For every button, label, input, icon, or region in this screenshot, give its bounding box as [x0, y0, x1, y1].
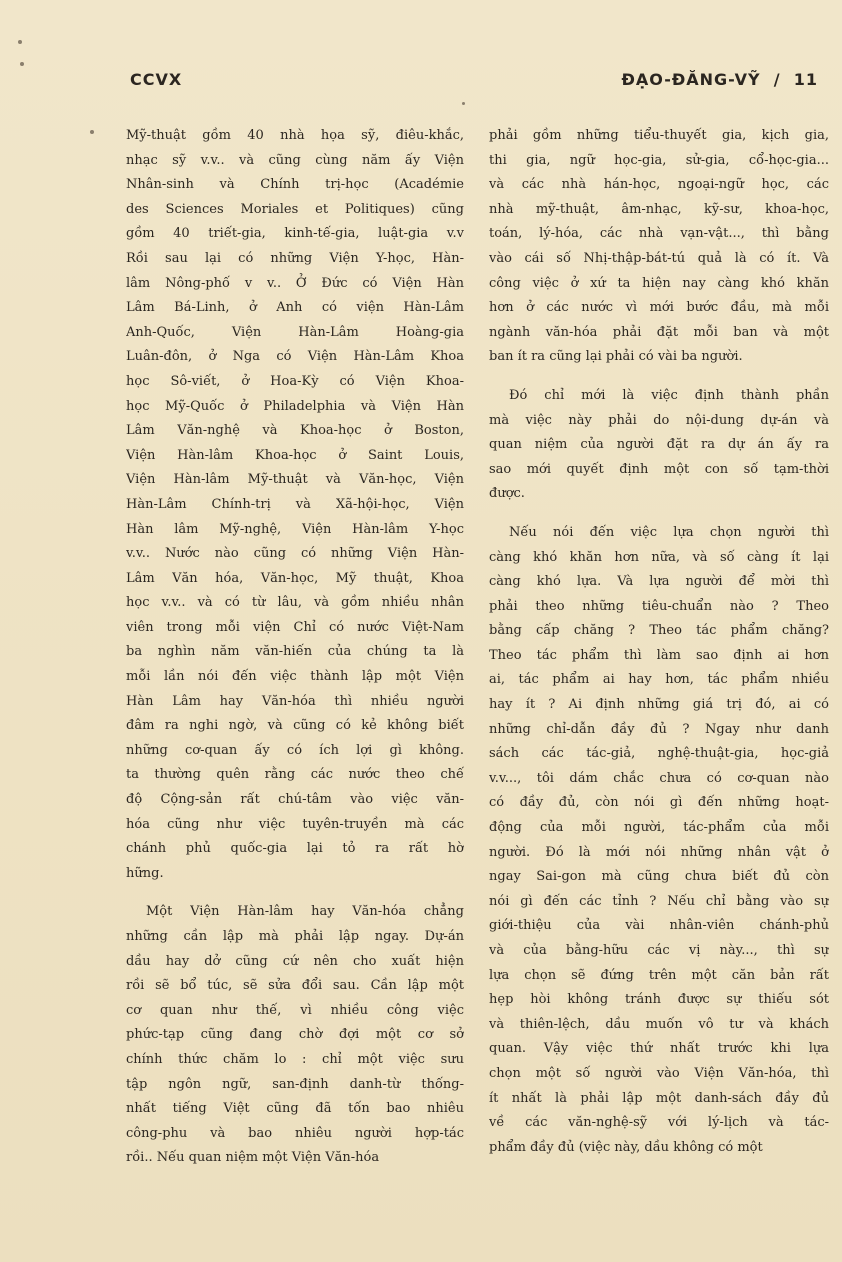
text-line: phải theo những tiêu-chuẩn nào ? Theo [489, 598, 829, 614]
text-line: có đầy đủ, còn nói gì đến những hoạt- [489, 795, 829, 811]
text-line: nhất tiếng Việt cũng đã tốn bao nhiêu [126, 1101, 464, 1117]
text-line: hẹp hòi không tránh được sự thiếu sót [489, 992, 829, 1008]
text-line: thi gia, ngữ học-gia, sử-gia, cổ-học-gia... [489, 152, 829, 168]
paragraph-gap [489, 370, 829, 384]
text-line: lâm Nông-phố v v.. Ở Đức có Viện Hàn [126, 275, 464, 291]
text-line: những cần lập mà phải lập ngay. Dự-án [126, 929, 464, 944]
text-line: Lâm Văn-nghệ và Khoa-học ở Boston, [126, 423, 464, 439]
text-line: Hàn Lâm hay Văn-hóa thì nhiều người [126, 693, 464, 709]
text-line: ít nhất là phải lập một danh-sách đầy đủ [489, 1090, 829, 1106]
header-section-code: CCVX [130, 70, 183, 89]
text-line: và các nhà hán-học, ngoại-ngữ học, các [489, 177, 829, 193]
text-line: công việc ở xứ ta hiện nay càng khó khăn [489, 275, 829, 291]
right-text-column [489, 124, 829, 1160]
text-line: Luân-đôn, ở Nga có Viện Hàn-Lâm Khoa [126, 349, 464, 365]
left-text-column [126, 124, 464, 1171]
text-line: hay ít ? Ai định những giá trị đó, ai có [489, 697, 829, 713]
text-line: dầu hay dở cũng cứ nên cho xuất hiện [126, 953, 464, 969]
text-line: ba nghìn năm văn-hiến của chúng ta là [126, 644, 464, 660]
text-line: giới-thiệu của vài nhân-viên chánh-phủ [489, 918, 829, 934]
text-line: Viện Hàn-lâm Mỹ-thuật và Văn-học, Viện [126, 472, 464, 488]
text-line: hóa cũng như việc tuyên-truyền mà các [126, 816, 464, 832]
text-line: hững. [126, 865, 164, 881]
text-line: phẩm đầy đủ (việc này, dầu không có một [489, 1139, 763, 1155]
text-line: quan. Vậy việc thứ nhất trước khi lựa [489, 1041, 829, 1057]
paragraph [489, 521, 829, 1160]
text-line: Hàn-Lâm Chính-trị và Xã-hội-học, Viện [126, 496, 464, 512]
text-line: cơ quan như thế, vì nhiều công việc [126, 1002, 464, 1018]
text-line: học Mỹ-Quốc ở Philadelphia và Viện Hàn [126, 398, 464, 414]
text-line: về các văn-nghệ-sỹ với lý-lịch và tác- [489, 1115, 829, 1131]
text-line: lựa chọn sẽ đứng trên một căn bản rất [489, 967, 829, 983]
text-line: toán, lý-hóa, các nhà vạn-vật..., thì bằng [489, 226, 829, 242]
text-line: học v.v.. và có từ lâu, và gồm nhiều nhân [126, 595, 464, 611]
text-line: phải gồm những tiểu-thuyết gia, kịch gia, [489, 128, 829, 143]
text-line: Theo tác phẩm thì làm sao định ai hơn [489, 647, 829, 663]
paragraph-gap [126, 886, 464, 900]
text-line: nhà mỹ-thuật, âm-nhạc, kỹ-sư, khoa-học, [489, 201, 829, 217]
text-line: ngành văn-hóa phải đặt mỗi ban và một [489, 324, 829, 340]
paper-speck [462, 102, 465, 105]
text-line: tập ngôn ngữ, san-định danh-từ thống- [126, 1076, 464, 1092]
paragraph [126, 124, 464, 886]
text-line: Mỹ-thuật gồm 40 nhà họa sỹ, điêu-khắc, [126, 128, 464, 143]
text-line: Lâm Văn hóa, Văn-học, Mỹ thuật, Khoa [126, 570, 464, 586]
text-line: quan niệm của người đặt ra dự án ấy ra [489, 437, 829, 453]
text-line: v.v..., tôi dám chắc chưa có cơ-quan nào [489, 770, 829, 786]
text-line: độ Cộng-sản rất chú-tâm vào việc văn- [126, 792, 464, 808]
text-line: des Sciences Moriales et Politiques) cũng [126, 201, 464, 217]
paragraph [489, 384, 829, 507]
text-line: ngay Sai-gon mà cũng chưa biết đủ còn [489, 869, 829, 885]
paper-speck [90, 130, 94, 134]
text-line: rồi.. Nếu quan niệm một Viện Văn-hóa [126, 1150, 380, 1166]
header-author-page-number: ĐẠO-ĐĂNG-VỸ / 11 [621, 70, 818, 89]
text-line: chọn một số người vào Viện Văn-hóa, thì [489, 1065, 829, 1081]
text-line: người. Đó là mới nói những nhân vật ở [489, 844, 829, 860]
text-line: học Sô-viết, ở Hoa-Kỳ có Viện Khoa- [126, 373, 464, 389]
text-line: sao mới quyết định một con số tạm-thời [489, 461, 829, 477]
text-line: Viện Hàn-lâm Khoa-học ở Saint Louis, [126, 447, 464, 463]
text-line: mà việc này phải do nội-dung dự-án và [489, 412, 829, 428]
text-line: chính thức chăm lo : chỉ một việc sưu [126, 1051, 464, 1067]
paragraph [489, 124, 829, 370]
text-line: hơn ở các nước vì mới bước đầu, mà mỗi [489, 300, 829, 316]
text-line: được. [489, 486, 525, 502]
text-line: rồi sẽ bổ túc, sẽ sửa đổi sau. Cần lập một [126, 978, 464, 994]
paper-speck [20, 62, 24, 66]
text-line: và của bằng-hữu các vị này..., thì sự [489, 943, 829, 958]
text-line: phức-tạp cũng đang chờ đợi một cơ sở [126, 1027, 464, 1043]
text-line: nhạc sỹ v.v.. và cũng cùng năm ấy Viện [126, 152, 464, 168]
text-line: càng khó lựa. Và lựa người để mời thì [489, 574, 829, 590]
paragraph [126, 900, 464, 1171]
paragraph-gap [489, 507, 829, 521]
text-line: Lâm Bá-Linh, ở Anh có viện Hàn-Lâm [126, 300, 464, 316]
text-line: Anh-Quốc, Viện Hàn-Lâm Hoàng-gia [126, 324, 464, 340]
text-line: những cơ-quan ấy có ích lợi gì không. [126, 742, 464, 758]
text-line: Hàn lâm Mỹ-nghệ, Viện Hàn-lâm Y-học [126, 521, 464, 537]
text-line: đâm ra nghi ngờ, và cũng có kẻ không biết [126, 718, 464, 734]
text-line: động của mỗi người, tác-phẩm của mỗi [489, 820, 829, 836]
paper-speck [18, 40, 22, 44]
text-line: ta thường quên rằng các nước theo chế [126, 767, 464, 783]
text-line: sách các tác-giả, nghệ-thuật-gia, học-giả [489, 746, 829, 762]
text-line: những chỉ-dẫn đầy đủ ? Ngay như danh [489, 721, 829, 737]
text-line: viên trong mỗi viện Chỉ có nước Việt-Nam [126, 619, 464, 635]
text-line: vào cái số Nhị-thập-bát-tú quả là có ít. Và [489, 250, 829, 266]
text-line: bằng cấp chăng ? Theo tác phẩm chăng? [489, 623, 829, 639]
text-line: v.v.. Nước nào cũng có những Viện Hàn- [126, 546, 464, 562]
text-line: Rồi sau lại có những Viện Y-học, Hàn- [126, 250, 464, 266]
text-line: và thiên-lệch, dầu muốn vô tư và khách [489, 1016, 829, 1032]
text-line: mỗi lần nói đến việc thành lập một Viện [126, 669, 464, 685]
text-line: Nhân-sinh và Chính trị-học (Académie [126, 177, 464, 193]
text-line: công-phu và bao nhiêu người hợp-tác [126, 1125, 464, 1141]
text-line: gồm 40 triết-gia, kinh-tế-gia, luật-gia v.v [126, 226, 464, 242]
text-line: Đó chỉ mới là việc định thành phần [509, 387, 829, 403]
text-line: ban ít ra cũng lại phải có vài ba người. [489, 349, 743, 365]
text-line: Nếu nói đến việc lựa chọn người thì [509, 524, 829, 540]
text-line: ai, tác phẩm ai hay hơn, tác phẩm nhiều [489, 672, 829, 688]
text-line: Một Viện Hàn-lâm hay Văn-hóa chẳng [146, 904, 464, 920]
text-line: chánh phủ quốc-gia lại tỏ ra rất hờ [126, 841, 464, 857]
text-line: nói gì đến các tỉnh ? Nếu chỉ bằng vào sự [489, 893, 829, 909]
text-line: càng khó khăn hơn nữa, và số càng ít lại [489, 549, 829, 565]
page-header [130, 70, 818, 94]
